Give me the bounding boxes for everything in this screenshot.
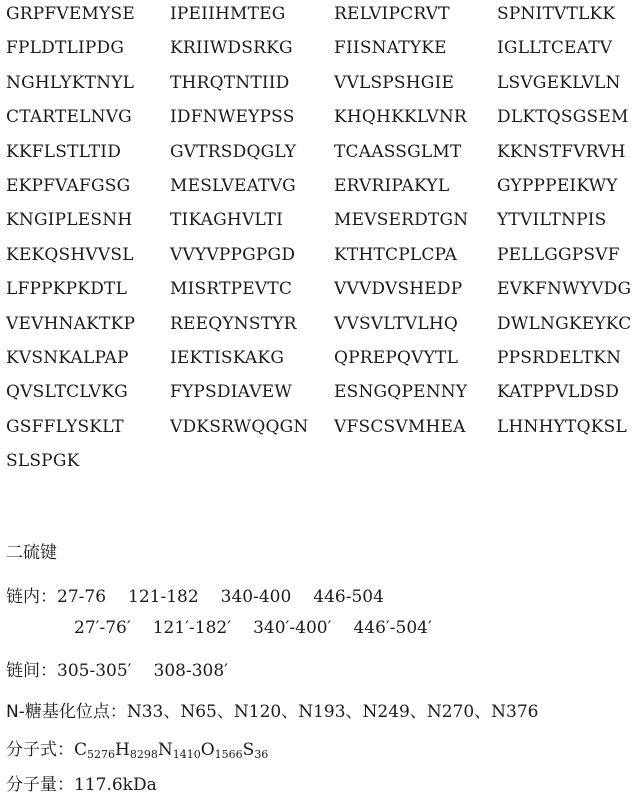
- molecular-mass: 117.6kDa: [74, 775, 157, 795]
- formula-element: S: [242, 740, 255, 760]
- sequence-segment: VEVHNAKTKP: [6, 313, 136, 334]
- sequence-segment: KVSNKALPAP: [6, 347, 129, 368]
- sequence-segment: MESLVEATVG: [170, 175, 296, 196]
- sequence-segment: FYPSDIAVEW: [170, 382, 293, 403]
- sequence-row: [6, 206, 643, 240]
- sequence-segment: SPNITVTLKK: [497, 4, 616, 24]
- sequence-row: [6, 138, 643, 172]
- sequence-segment: IDFNWEYPSS: [170, 107, 295, 128]
- formula-element: N: [157, 740, 173, 760]
- sequence-segment: GYPPPEIKWY: [497, 175, 618, 196]
- sequence-row: [6, 172, 643, 206]
- sequence-segment: EKPFVAFGSG: [6, 175, 131, 196]
- formula-label: 分子式：: [6, 740, 74, 760]
- sequence-segment: NGHLYKTNYL: [6, 72, 135, 93]
- sequence-segment: THRQTNTIID: [170, 72, 290, 93]
- glycosylation-label: N-糖基化位点：: [6, 702, 127, 722]
- bond: 446′-504′: [353, 618, 432, 638]
- sequence-row: [6, 103, 643, 137]
- sequence-segment: FPLDTLIPDG: [6, 38, 125, 59]
- sequence-segment: VVVDVSHEDP: [334, 279, 463, 300]
- sequence-segment: KTHTCPLCPA: [334, 244, 458, 265]
- sequence-segment: CTARTELNVG: [6, 107, 132, 128]
- sequence-segment: QPREPQVYTL: [334, 347, 459, 368]
- sequence-segment: YTVILTNPIS: [497, 210, 607, 231]
- formula-element: C: [74, 740, 88, 760]
- sequence-segment: KKFLSTLTID: [6, 141, 122, 162]
- sequence-segment: VVSVLTVLHQ: [334, 313, 459, 334]
- formula-count: 1410: [172, 748, 201, 761]
- sequence-segment: VVLSPSHGIE: [334, 72, 455, 93]
- bond: 305-305′: [57, 661, 132, 681]
- sequence-segment: PPSRDELTKN: [497, 347, 622, 368]
- sequence-row: [6, 378, 643, 412]
- sequence-segment: DWLNGKEYKC: [497, 313, 632, 334]
- sequence-row: [6, 344, 643, 378]
- interchain-label: 链间：: [6, 661, 57, 681]
- intrachain-prime-line: [74, 618, 432, 638]
- interchain-line: [6, 656, 228, 681]
- intrachain-line: [6, 582, 384, 607]
- sequence-segment: LSVGEKLVLN: [497, 72, 621, 93]
- sequence-segment: PELLGGPSVF: [497, 244, 620, 265]
- sequence-row: [6, 275, 643, 309]
- sequence-segment: IEKTISKAKG: [170, 347, 285, 368]
- sequence-block: [6, 0, 643, 481]
- sequence-row: [6, 34, 643, 68]
- bond: 121′-182′: [152, 618, 232, 638]
- formula-line: [6, 735, 268, 761]
- formula-count: 36: [254, 748, 269, 761]
- sequence-segment: GRPFVEMYSE: [6, 4, 135, 24]
- sequence-segment: SLSPGK: [6, 451, 80, 472]
- sequence-segment: REEQYNSTYR: [170, 313, 297, 334]
- sequence-segment: LHNHYTQKSL: [497, 416, 627, 437]
- sequence-segment: DLKTQSGSEM: [497, 107, 629, 128]
- sequence-row: [6, 310, 643, 344]
- sequence-segment: TIKAGHVLTI: [170, 210, 283, 231]
- disulfide-heading: 二硫键: [6, 543, 57, 563]
- sequence-segment: KHQHKKLVNR: [334, 107, 467, 128]
- bond: 121-182: [128, 587, 199, 607]
- formula-element: O: [200, 740, 215, 760]
- formula-count: 5276: [87, 748, 116, 761]
- sequence-segment: KEKQSHVVSL: [6, 244, 134, 265]
- sequence-segment: KNGIPLESNH: [6, 210, 133, 231]
- bond: 340′-400′: [253, 618, 332, 638]
- bond: 446-504: [313, 587, 384, 607]
- mass-label: 分子量：: [6, 775, 74, 795]
- sequence-segment: GVTRSDQGLY: [170, 141, 297, 162]
- sequence-segment: IPEIIHMTEG: [170, 4, 286, 24]
- sequence-row: [6, 413, 643, 447]
- sequence-segment: IGLLTCEATV: [497, 38, 613, 59]
- sequence-row: [6, 447, 643, 481]
- sequence-segment: EVKFNWYVDG: [497, 279, 632, 300]
- sequence-row: [6, 69, 643, 103]
- sequence-segment: ESNGQPENNY: [334, 382, 468, 403]
- glycosylation-sites: N33、N65、N120、N193、N249、N270、N376: [126, 702, 539, 722]
- sequence-segment: ERVRIPAKYL: [334, 175, 450, 196]
- bond: 27′-76′: [74, 618, 131, 638]
- sequence-segment: VDKSRWQQGN: [170, 416, 309, 437]
- sequence-segment: RELVIPCRVT: [334, 4, 450, 24]
- mass-line: [6, 770, 157, 795]
- bond: 27-76: [57, 587, 107, 607]
- formula-element: H: [115, 740, 130, 760]
- sequence-segment: KKNSTFVRVH: [497, 141, 626, 162]
- sequence-segment: VVYVPPGPGD: [170, 244, 296, 265]
- molecular-formula: [74, 740, 268, 760]
- formula-count: 8298: [129, 748, 158, 761]
- sequence-row: [6, 0, 643, 34]
- sequence-segment: LFPPKPKDTL: [6, 279, 128, 300]
- bond: 308-308′: [153, 661, 228, 681]
- formula-count: 1566: [214, 748, 243, 761]
- sequence-segment: VFSCSVMHEA: [334, 416, 466, 437]
- sequence-segment: FIISNATYKE: [334, 38, 447, 59]
- sequence-segment: TCAASSGLMT: [334, 141, 462, 162]
- sequence-segment: QVSLTCLVKG: [6, 382, 128, 403]
- intrachain-label: 链内：: [6, 587, 57, 607]
- sequence-segment: GSFFLYSKLT: [6, 416, 124, 437]
- sequence-segment: KATPPVLDSD: [497, 382, 620, 403]
- bond: 340-400: [220, 587, 292, 607]
- sequence-segment: MEVSERDTGN: [334, 210, 469, 231]
- sequence-segment: MISRTPEVTC: [170, 279, 293, 300]
- glycosylation-line: [6, 697, 539, 722]
- sequence-row: [6, 241, 643, 275]
- sequence-segment: KRIIWDSRKG: [170, 38, 293, 59]
